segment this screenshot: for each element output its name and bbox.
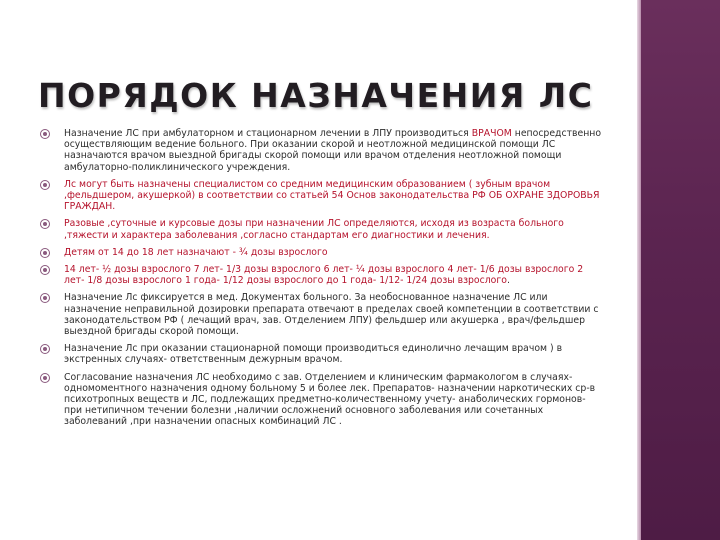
decorative-side-band: [641, 0, 720, 540]
list-item: [38, 128, 604, 173]
item-text-highlight: Детям от 14 до 18 лет назначают - ¾ дозы взрослого: [64, 246, 328, 258]
bullet-icon: [40, 344, 50, 354]
item-text: Назначение Лс при оказании стационарной помощи производиться единолично лечащим врачом ) в экстренных случаях- ответственным дежурным врачом.: [64, 343, 563, 366]
list-item: [38, 372, 604, 428]
item-text: Назначение Лс фиксируется в мед. Документах больного. За необоснованное назначение ЛС или назначение неправильной дозировки препарата отвечают в пределах своей компетенции в соответствии с законодательством РФ ( лечащий врач, зав. Отделением ЛПУ) фельдшер или акушерка , врач/фельдшер выездной бригады скорой помощи.: [64, 292, 599, 338]
item-text-highlight: Разовые ,суточные и курсовые дозы при назначении ЛС определяются, исходя из возраста больного ,тяжести и характера заболевания ,согласно стандартам его диагностики и лечения.: [64, 218, 564, 241]
item-text-tail: непосредственно осуществляющим ведение больного. При оказании скорой и неотложной медицинской помощи ЛС назначаются врачом выездной бригады скорой помощи или врачом отделения неотложной помощи амбулаторно-поликлинического учреждения.: [64, 128, 602, 173]
item-text: Назначение ЛС при амбулаторном и стационарном лечении в ЛПУ производиться: [64, 128, 472, 139]
slide-title: ПОРЯДОК НАЗНАЧЕНИЯ ЛС: [38, 76, 594, 115]
list-item: [38, 264, 604, 286]
item-text-tail: .: [506, 275, 510, 287]
list-item: [38, 292, 604, 337]
list-item: [38, 179, 604, 213]
item-text-highlight: Лс могут быть назначены специалистом со средним медицинским образованием ( зубным врачом ,фельдшером, акушеркой) в соответствии со статьей 54 Основ законодательства РФ ОБ ОХРАНЕ ЗДОРОВЬЯ ГРАЖДАН.: [64, 178, 600, 213]
bullet-icon: [40, 219, 50, 229]
list-item: [38, 247, 604, 258]
bullet-icon: [40, 373, 50, 383]
bullet-icon: [40, 180, 50, 190]
bullet-icon: [40, 265, 50, 275]
bullet-list: [38, 128, 604, 434]
list-item: [38, 218, 604, 240]
bullet-icon: [40, 129, 50, 139]
item-text-highlight: 14 лет- ½ дозы взрослого 7 лет- 1/3 дозы взрослого 6 лет- ¼ дозы взрослого 4 лет- 1/6 дозы взрослого 2 лет- 1/8 дозы взрослого 1 года- 1/12 дозы взрослого до 1 года- 1/12- 1/24 дозы взрослого: [64, 264, 584, 287]
bullet-icon: [40, 248, 50, 258]
item-text: Согласование назначения ЛС необходимо с зав. Отделением и клиническим фармакологом в случаях- одномоментного назначения одному больному 5 и более лек. Препаратов- назначении наркотических ср-в психотропных веществ и ЛС, подлежащих предметно-количественному учету- анаболических гормонов- при нетипичном течении болезни ,наличии осложнений основного заболевания или сочетанных заболеваний ,при назначении опасных комбинаций ЛС .: [64, 371, 596, 428]
list-item: [38, 343, 604, 365]
bullet-icon: [40, 293, 50, 303]
item-text-highlight: ВРАЧОМ: [471, 128, 512, 139]
